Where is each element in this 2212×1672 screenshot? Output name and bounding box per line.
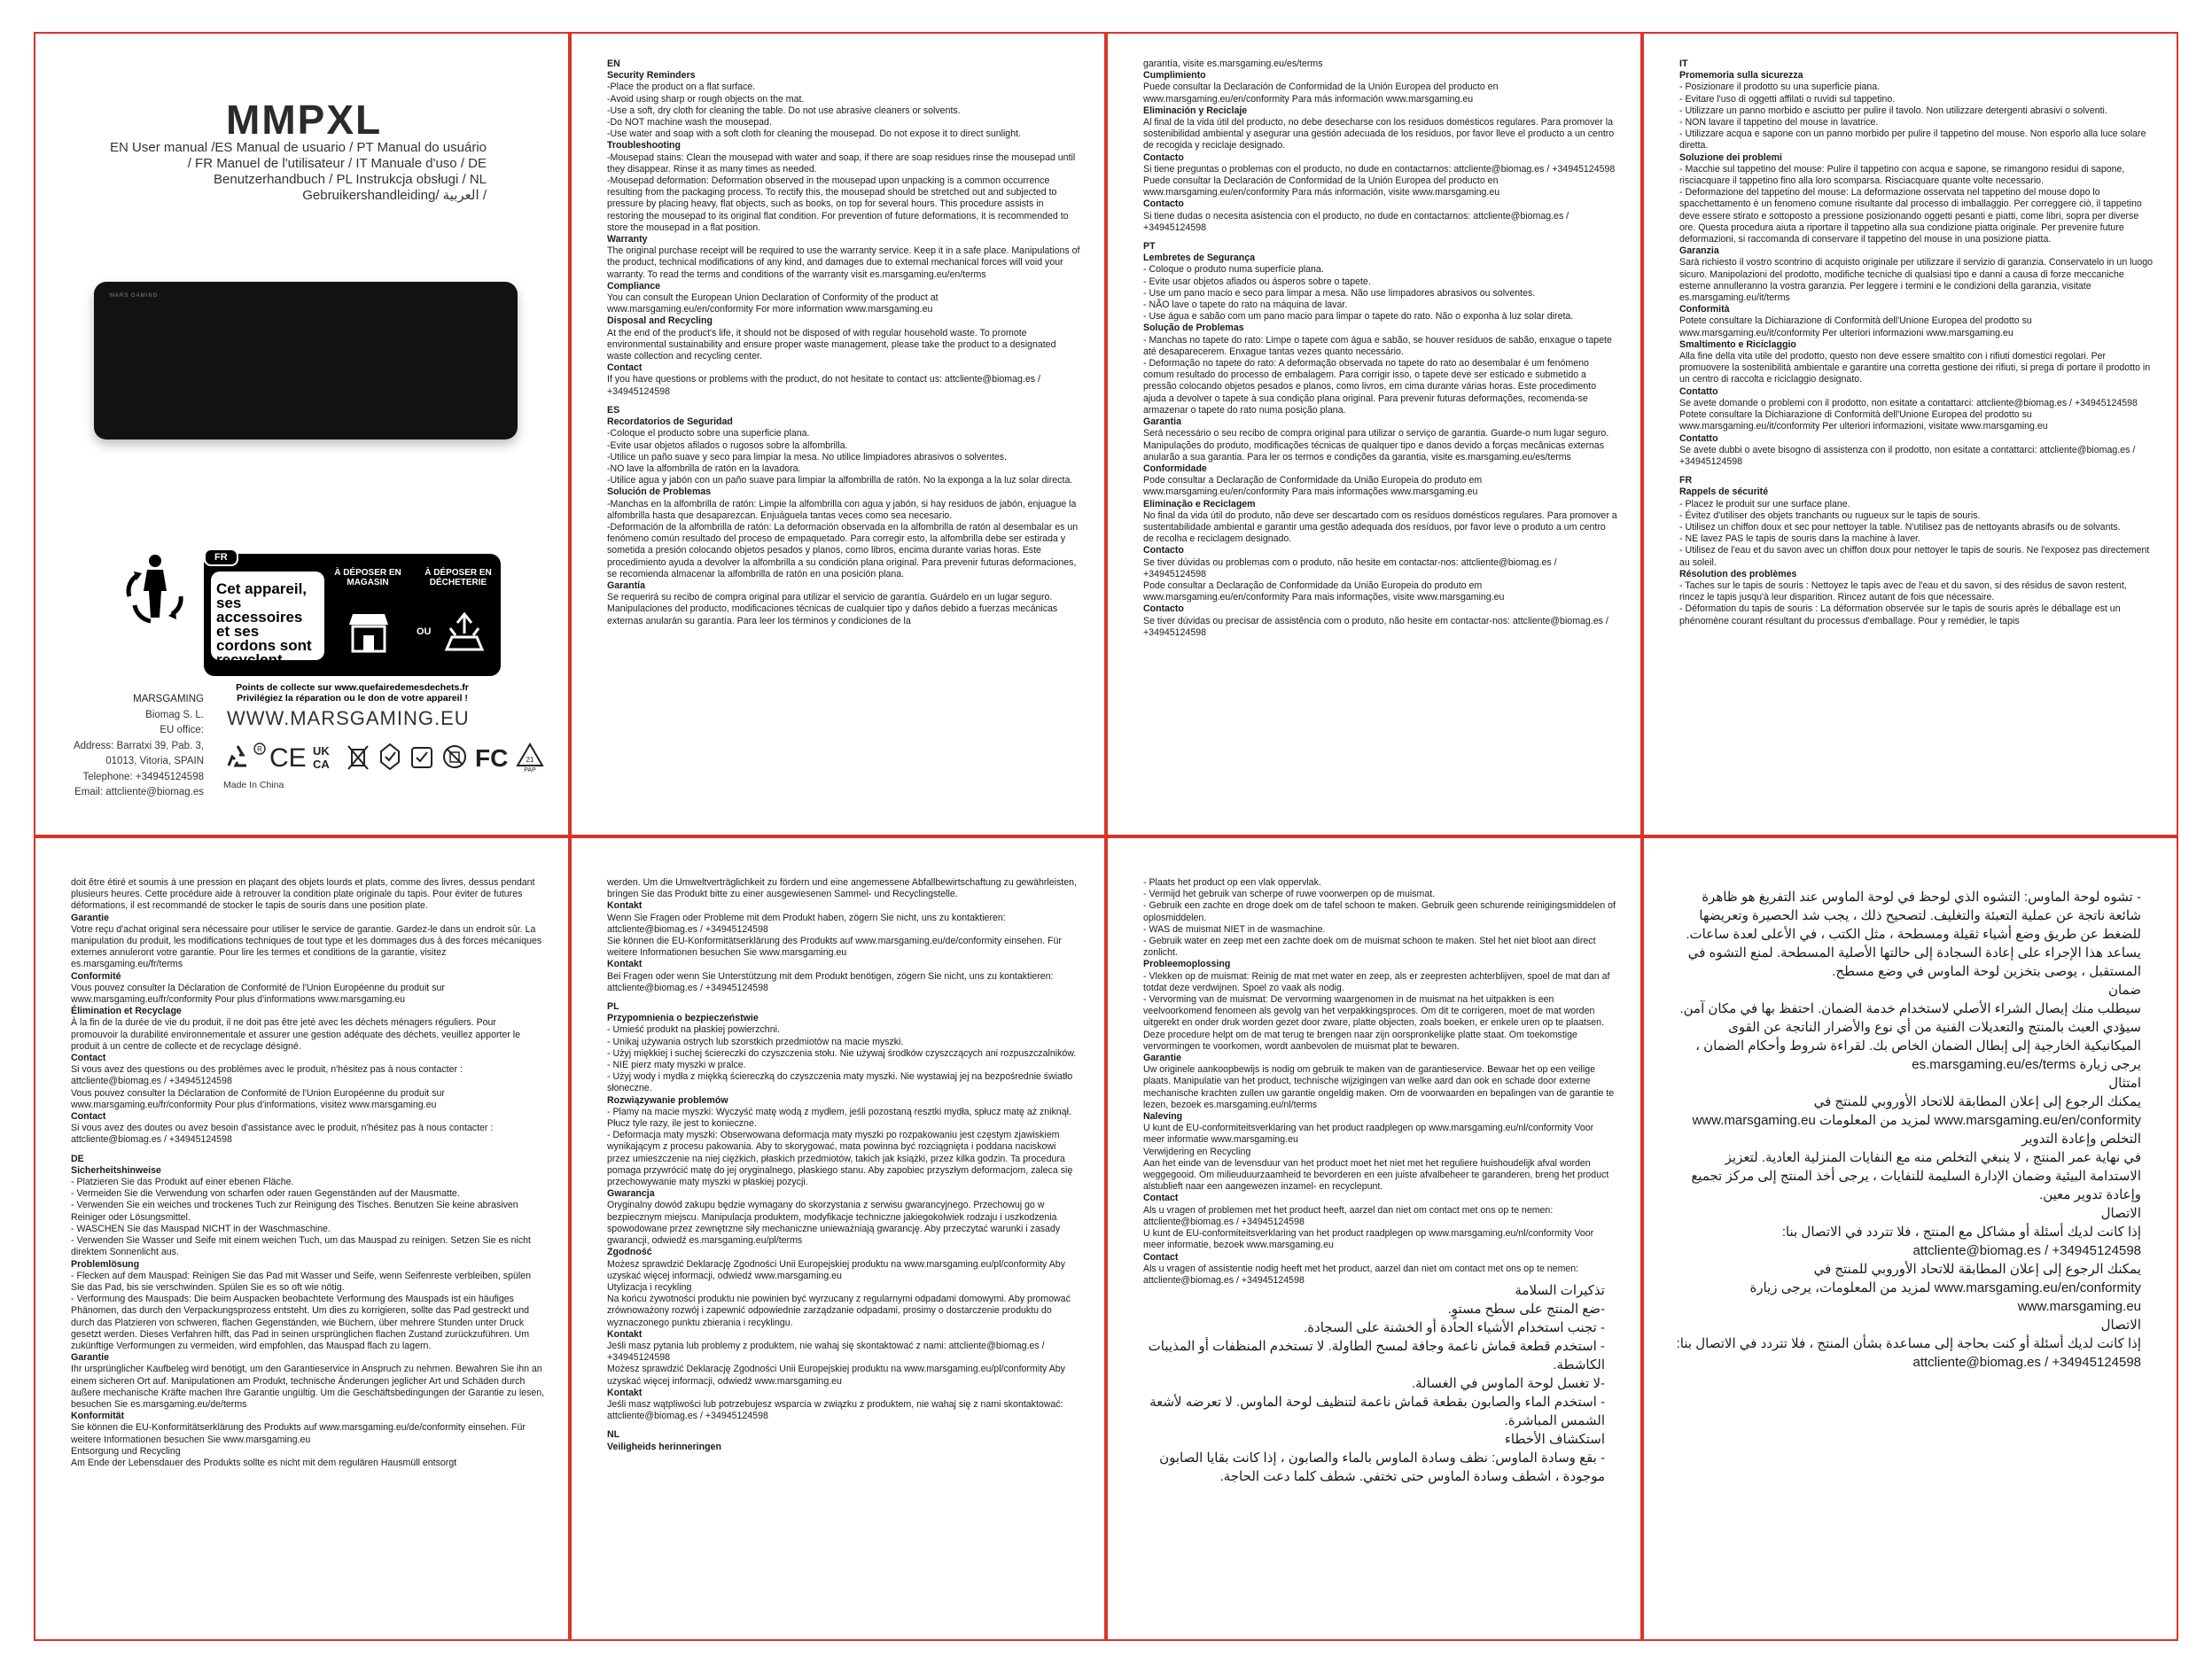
section-heading: Rappels de sécurité xyxy=(1679,486,1769,498)
fc-icon xyxy=(475,743,510,771)
section-heading: Veiligheids herinneringen xyxy=(607,1441,721,1452)
fr-recycling-label xyxy=(204,554,501,676)
section-heading: Naleving xyxy=(1143,1111,1183,1123)
paragraph: Możesz sprawdzić Deklarację Zgodności Unii Europejskiej produktu na www.marsgaming.eu/pl/conformity Aby uzyskać więcej informacji, odwiedź www.marsgaming.eu xyxy=(607,1258,1065,1281)
paragraph: U kunt de EU-conformiteitsverklaring van het product raadplegen op www.marsgaming.eu/nl/conformity Voor meer informatie, bezoek www.marsgaming.eu xyxy=(1143,1228,1594,1251)
section-heading: Rozwiązywanie problemów xyxy=(607,1094,728,1106)
paragraph: - Evitare l'uso di oggetti affilati o ruvidi sul tappetino. xyxy=(1679,93,1896,105)
section-heading: Contacto xyxy=(1143,152,1184,163)
paragraph: إذا كانت لديك أسئلة أو كنت بحاجة إلى مساعدة بشأن المنتج ، فلا تتردد في الاتصال بنا: attcliente@biomag.es / +34945124598 xyxy=(1676,1336,2141,1370)
paragraph: - NE lavez PAS le tapis de souris dans la machine à laver. xyxy=(1679,533,1920,545)
paragraph: - Déformation du tapis de souris : La déformation observée sur le tapis de souris après le déballage est un phénomène courant résultant du processus d'emballage. Pour y remédier, le tapis xyxy=(1679,603,2121,626)
panel-fr-de xyxy=(34,836,570,1641)
fr-footer-line-2: Privilégiez la réparation ou le don de votre appareil ! xyxy=(237,693,468,704)
paragraph: Ihr ursprünglicher Kaufbeleg wird benötigt, um den Garantieservice in Anspruch zu nehmen. Bewahren Sie ihn an einem sicheren Ort auf. Manipulationen am Produkt, technische Änderungen jeglicher Art und Schäden durch äußere mechanische Kräfte machen Ihre Garantie ungültig. Um die Geschäftsbedingungen der Garantie zu lesen, besuchen Sie es.marsgaming.eu/de/terms xyxy=(71,1364,545,1410)
paragraph: - Macchie sul tappetino del mouse: Pulire il tappetino con acqua e sapone, se rimangono residui di sapone, risciacquare il tappetino fino alla loro scomparsa. Risciacquare quante volte necessario. xyxy=(1679,163,2125,187)
paragraph: -Evite usar objetos afilados o rugosos sobre la alfombrilla. xyxy=(607,439,848,451)
paragraph: Wenn Sie Fragen oder Probleme mit dem Produkt haben, zögern Sie nicht, uns zu kontaktieren: attcliente@biomag.es / +34945124598 xyxy=(607,912,1006,935)
panel-en-es xyxy=(570,32,1106,836)
paragraph: At the end of the product's life, it should not be disposed of with regular household waste. To promote environmental sustainability and ensure proper waste management, please take the product to a designated waste collection and recycling center. xyxy=(607,327,1056,362)
paragraph: تذكيرات السلامة xyxy=(1515,1283,1605,1298)
language-heading: PL xyxy=(607,1001,619,1013)
paragraph: - Unikaj używania ostrych lub szorstkich przedmiotów na macie myszki. xyxy=(607,1036,904,1047)
section-heading: Contacto xyxy=(1143,603,1184,615)
section-heading: Disposal and Recycling xyxy=(607,315,713,327)
no-dispose-icon xyxy=(441,743,468,771)
rohs-icon xyxy=(378,743,402,771)
section-heading: Contact xyxy=(607,362,643,374)
paragraph: - Utilizzare acqua e sapone con un panno morbido per pulire il tappetino del mouse. Non esporlo alla luce solare diretta. xyxy=(1679,128,2146,152)
company-info xyxy=(44,692,204,801)
paragraph: - Vlekken op de muismat: Reinig de mat met water en zeep, als er zeepresten achterblijven, spoel de mat dan af totdat deze verdwijnen. Spoel zo vaak als nodig. xyxy=(1143,970,1610,993)
paragraph: - NÃO lave o tapete do rato na máquina de lavar. xyxy=(1143,299,1348,311)
company-email: Email: attcliente@biomag.es xyxy=(74,787,204,797)
paragraph: Oryginalny dowód zakupu będzie wymagany do skorzystania z serwisu gwarancyjnego. Przechowuj go w bezpiecznym miejscu. Manipulacja produktem, modyfikacje techniczne jakiegokolwiek rodzaju i uszkodzenia spowodowane przez zewnętrzne siły mechaniczne unieważniają gwarancję. Aby przeczytać warunki i zasady gwarancji, odwiedź es.marsgaming.eu/pl/terms xyxy=(607,1200,1061,1247)
paragraph: Se tiver dúvidas ou problemas com o produto, não hesite em contactar-nos: attcliente@biomag.es / +34945124598 xyxy=(1143,556,1557,579)
section-heading: Warranty xyxy=(607,234,648,245)
paragraph: استكشاف الأخطاء xyxy=(1504,1432,1605,1447)
section-heading: Sicherheitshinweise xyxy=(71,1164,161,1176)
paragraph: - Coloque o produto numa superfície plana. xyxy=(1143,264,1324,276)
section-heading: Kontakt xyxy=(607,1387,643,1398)
language-heading: ES xyxy=(607,404,620,416)
paragraph: Uw originele aankoopbewijs is nodig om gebruik te maken van de garantieservice. Bewaar het op een veilige plaats. Manipulatie van het product, technische wijzigingen van welke aard dan ook en schade door externe mechanische krachten zullen uw garantie ongeldig maken. Om de voorwaarden en bepalingen van de garantie te lezen, bezoek es.marsgaming.eu/nl/terms xyxy=(1143,1064,1615,1110)
paragraph: - Plaats het product op een vlak oppervlak. xyxy=(1143,877,1321,888)
language-heading: PT xyxy=(1143,241,1156,253)
instructions-ar-1 xyxy=(1134,1281,1605,1621)
paragraph: Aan het einde van de levensduur van het product moet het niet met het reguliere huishoudelijk afval worden weggegooid. Om milieuduurzaamheid te bevorderen en een juiste afvalbeheer te garanderen, breng het product alstublieft naar een aangewezen inzamel- en recyclepunt. xyxy=(1143,1157,1609,1193)
section-heading: امتثال xyxy=(2108,1076,2141,1091)
paragraph: Pode consultar a Declaração de Conformidade da União Europeia do produto em www.marsgaming.eu/en/conformity Para mais informações, visite www.marsgaming.eu xyxy=(1143,579,1505,603)
paragraph: - Verwenden Sie Wasser und Seife mit einem weichen Tuch, um das Mauspad zu reinigen. Setzen Sie es nicht direktem Sonnenlicht aus. xyxy=(71,1235,531,1258)
section-heading: Przypomnienia o bezpieczeństwie xyxy=(607,1013,759,1024)
paragraph: - Deformação no tapete do rato: A deformação observada no tapete do rato ao desembalar é um fenómeno comum resultado do processo de embalagem. Para corrigir isso, o tapete deve ser esticado e submetido a pressão colocando objetos pesados e planos, como livros, em cima durante várias horas. Este procedimento ajuda a devolver o tapete à sua condição plana original. Para prevenir futuras deformações, recomenda-se armazenar o tapete do rato numa posição plana. xyxy=(1143,358,1597,416)
paragraph: Puede consultar la Declaración de Conformidad de la Unión Europea del producto en www.marsgaming.eu/en/conformity Para más información www.marsgaming.eu xyxy=(1143,82,1499,105)
section-heading: Garantie xyxy=(71,912,109,923)
section-heading: Garantia xyxy=(1143,416,1181,428)
paragraph: - Evite usar objetos afiados ou ásperos sobre o tapete. xyxy=(1143,276,1371,287)
paragraph: - Taches sur le tapis de souris : Nettoyez le tapis avec de l'eau et du savon, si des résidus de savon restent, rincez le tapis jusqu'à leur disparition. Rincez autant de fois que nécessaire. xyxy=(1679,579,2127,603)
paragraph: Utylizacja i recykling xyxy=(607,1281,692,1293)
paragraph: Możesz sprawdzić Deklarację Zgodności Unii Europejskiej produktu na www.marsgaming.eu/pl/conformity Aby uzyskać więcej informacji, odwiedź www.marsgaming.eu xyxy=(607,1364,1065,1387)
company-name: Biomag S. L. xyxy=(145,709,204,720)
company-phone: Telephone: +34945124598 xyxy=(82,771,204,782)
paragraph: No final da vida útil do produto, não deve ser descartado com os resíduos domésticos regulares. Para promover a sustentabilidade ambiental e garantir uma gestão adequada dos resíduos, por favor leve o produto a um centro de recolha e reciclagem designado. xyxy=(1143,509,1617,545)
paragraph: -Avoid using sharp or rough objects on the mat. xyxy=(607,93,805,105)
paragraph: Bei Fragen oder wenn Sie Unterstützung mit dem Produkt benötigen, zögern Sie nicht, uns zu kontaktieren: attcliente@biomag.es / +34945124598 xyxy=(607,970,1054,993)
certification-icons xyxy=(223,743,551,778)
paragraph: - Verwenden Sie ein weiches und trockenes Tuch zur Reinigung des Tisches. Benutzen Sie keine abrasiven Reiniger oder Lösungsmittel. xyxy=(71,1200,518,1223)
paragraph: - Use um pano macio e seco para limpar a mesa. Não use limpadores abrasivos ou solventes. xyxy=(1143,287,1536,299)
section-heading: Problemlösung xyxy=(71,1258,140,1270)
paragraph: إذا كانت لديك أسئلة أو مشاكل مع المنتج ، فلا تتردد في الاتصال بنا: attcliente@biomag.es / +34945124598 xyxy=(1781,1225,2141,1258)
section-heading: Smaltimento e Riciclaggio xyxy=(1679,338,1796,350)
mousepad-brand: MARS GAMING xyxy=(110,293,159,299)
section-heading: Recordatorios de Seguridad xyxy=(607,416,733,428)
section-heading: Kontakt xyxy=(607,1328,643,1340)
cover-panel xyxy=(34,32,570,836)
paragraph: - Deformacja maty myszki: Obserwowana deformacja maty myszki po rozpakowaniu jest częstym zjawiskiem wynikającym z procesu pakowania. Aby to skorygować, mata powinna być rozciągnięta i poddana naciskowi przez umieszczenie na niej ciężkich, płaskich przedmiotów, takich jak książki, przez kilka godzin. Ta procedura pomaga przywrócić matę do jej oryginalnego, płaskiego stanu. Aby zapobiec przyszłym deformacjom, zaleca się przechowywanie maty myszki w płaskiej pozycji. xyxy=(607,1130,1073,1188)
paragraph: Se avete domande o problemi con il prodotto, non esitate a contattarci: attcliente@biomag.es / +34945124598 xyxy=(1679,397,2138,408)
section-heading: Garantía xyxy=(607,579,645,591)
paragraph: -Place the product on a flat surface. xyxy=(607,82,756,93)
section-heading: Contacto xyxy=(1143,545,1184,556)
section-heading: Contact xyxy=(1143,1193,1179,1204)
paragraph: - Deformazione del tappetino del mouse: La deformazione osservata nel tappetino del mouse dopo lo spacchettamento è un fenomeno comune risultante dal processo di imballaggio. Per correggere ciò, il tappetino deve essere stirato e sottoposto a pressione posizionando oggetti pesanti e piatti, come libri, sopra per diverse ore. Questa procedura aiuta a riportare il tappetino alla sua condizione piatta originale. Per prevenire future deformazioni, si raccomanda di conservare il tappetino del mouse in una posizione piatta. xyxy=(1679,187,2142,245)
company-brand: MARSGAMING xyxy=(133,694,204,704)
paragraph: - NON lavare il tappetino del mouse in lavatrice. xyxy=(1679,117,1879,128)
paragraph: Sie können die EU-Konformitätserklärung des Produkts auf www.marsgaming.eu/de/conformity einsehen. Für weitere Informationen besuchen Sie www.marsgaming.eu xyxy=(71,1422,526,1445)
paragraph: Alla fine della vita utile del prodotto, questo non deve essere smaltito con i rifiuti domestici regolari. Per promuovere la sostenibilità ambientale e garantire una corretta gestione dei rifiuti, si prega di portare il prodotto in un centro di raccolta e riciclaggio designato. xyxy=(1679,351,2151,385)
section-heading: Conformité xyxy=(71,970,121,982)
section-heading: Conformità xyxy=(1679,304,1730,315)
language-heading: FR xyxy=(1679,475,1693,486)
fr-ou-label: OU xyxy=(417,626,432,637)
section-heading: Compliance xyxy=(607,280,661,292)
paragraph: Se avete dubbi o avete bisogno di assistenza con il prodotto, non esitate a contattarci: attcliente@biomag.es / +34945124598 xyxy=(1679,444,2136,467)
section-heading: Élimination et Recyclage xyxy=(71,1006,182,1017)
section-heading: التخلص وإعادة التدوير xyxy=(2021,1132,2141,1147)
panel-nl-ar xyxy=(1106,836,1642,1641)
paragraph: Entsorgung und Recycling xyxy=(71,1445,181,1457)
paragraph: Se requerirá su recibo de compra original para utilizar el servicio de garantía. Guárdelo en un lugar seguro. Manipulaciones del producto, modificaciones técnicas de cualquier tipo y daños debido a fuerzas mecánicas externas anularán su garantía. Para leer los términos y condiciones de la xyxy=(607,592,1058,626)
language-heading: IT xyxy=(1679,58,1688,69)
paragraph: - Use água e sabão com um pano macio para limpar o tapete do rato. Não o exponha à luz solar direta. xyxy=(1143,311,1574,323)
dechetterie-icon xyxy=(441,610,487,655)
paragraph: werden. Um die Umweltverträglichkeit zu fördern und eine angemessene Abfallbewirtschaftung zu gewährleisten, bringen Sie das Produkt bitte zu einer ausgewiesenen Sammel- und Recyclingstelle. xyxy=(607,877,1077,900)
svg-text:FC: FC xyxy=(475,744,509,772)
instructions-ar-2 xyxy=(1671,888,2141,1621)
paragraph: Als u vragen of assistentie nodig heeft met het product, aarzel dan niet om contact met ons op te nemen: attcliente@biomag.es / +34945124598 xyxy=(1143,1263,1579,1286)
paragraph: - NIE pierz maty myszki w pralce. xyxy=(607,1060,746,1071)
paragraph: - Utilisez de l'eau et du savon avec un chiffon doux pour nettoyer le tapis de souris. Ne l'exposez pas directement au soleil. xyxy=(1679,545,2150,568)
paragraph: Jeśli masz wątpliwości lub potrzebujesz wsparcia w związku z produktem, nie wahaj się z nami skontaktować: attcliente@biomag.es / +34945124598 xyxy=(607,1398,1063,1422)
weee-icon xyxy=(346,743,370,771)
section-heading: Contatto xyxy=(1679,385,1718,397)
paragraph: - Gebruik een zachte en droge doek om de tafel schoon te maken. Gebruik geen schurende reinigingsmiddelen of oplosmiddelen. xyxy=(1143,900,1616,923)
section-heading: Garantie xyxy=(71,1352,109,1364)
paragraph: -Coloque el producto sobre una superficie plana. xyxy=(607,428,810,439)
paragraph: garantía, visite es.marsgaming.eu/es/terms xyxy=(1143,58,1323,69)
paragraph: The original purchase receipt will be required to use the warranty service. Keep it in a safe place. Manipulations of the product, technical modifications of any kind, and damages due to external mechanical forces will void your warranty. To read the terms and conditions of the warranty visit es.marsgaming.eu/en/terms xyxy=(607,245,1080,280)
paragraph: Sie können die EU-Konformitätserklärung des Produkts auf www.marsgaming.eu/de/conformity einsehen. Für weitere Informationen besuchen Sie www.marsgaming.eu xyxy=(607,936,1062,959)
section-heading: Promemoria sulla sicurezza xyxy=(1679,70,1803,82)
panel-es-pt xyxy=(1106,32,1642,836)
paragraph: - Vervorming van de muismat: De vervorming waargenomen in de muismat na het uitpakken is een veelvoorkomend fenomeen als gevolg van het verpakkingsproces. Om dit te corrigeren, moet de mat worden uitgerekt en onder druk worden gezet door zware, platte objecten, zoals boeken, er enkele uren op te plaatsen. Deze procedure helpt om de mat terug te brengen naar zijn oorspronkelijke platte staat. Om toekomstige vervormingen te voorkomen, wordt aanbevolen de muismat plat te bewaren. xyxy=(1143,994,1605,1052)
paragraph: - بقع وسادة الماوس: نظف وسادة الماوس بالماء والصابون ، إذا كانت بقايا الصابون موجودة ، اشطف وسادة الماوس حتى تختفي. شطف كلما دعت الحاجة. xyxy=(1159,1450,1605,1484)
website-link: WWW.MARSGAMING.EU xyxy=(227,707,470,729)
paragraph: -Do NOT machine wash the mousepad. xyxy=(607,117,772,128)
recycle-icon xyxy=(223,743,252,771)
section-heading: الاتصال xyxy=(2100,1206,2141,1221)
paragraph: -Deformación de la alfombrilla de ratón: La deformación observada en la alfombrilla de ratón al desembalar es un fenómeno común resultado del proceso de empaquetado. Para corregir esto, la alfombrilla debe ser estirada y sometida a presión colocando objetos pesados y planos, como libros, encima durante varias horas. Este procedimiento ayuda a devolver la alfombrilla a su condición plana original. Para prevenir futuras deformaciones, se recomienda almacenar la alfombrilla de ratón en una posición plana. xyxy=(607,521,1079,579)
instructions-fr-de xyxy=(71,877,545,1621)
paragraph: -لا تغسل لوحة الماوس في الغسالة. xyxy=(1411,1376,1605,1391)
paragraph: في نهاية عمر المنتج ، لا ينبغي التخلص منه مع النفايات المنزلية العادية. لتعزيز الاستدامة البيئية وضمان الإدارة السليمة للنفايات ، يرجى أخذ المنتج إلى مركز تجميع وإعادة تدوير معين. xyxy=(1691,1150,2141,1202)
paragraph: -Manchas en la alfombrilla de ratón: Limpie la alfombrilla con agua y jabón, si hay residuos de jabón, enjuague la alfombrilla hasta que desaparezcan. Enjuáguela tantas veces como sea necesario. xyxy=(607,498,1077,521)
paragraph: - تشوه لوحة الماوس: التشوه الذي لوحظ في لوحة الماوس عند التفريغ هو ظاهرة شائعة ناتجة عن عملية التعبئة والتغليف. لتصحيح ذلك ، يجب شد الحصيرة وتعريضها للضغط عن طريق وضع أشياء ثقيلة ومسطحة ، مثل الكتب ، في الأعلى لعدة ساعات. يساعد هذا الإجراء على إعادة السجادة إلى حالتها الأصلية المسطحة. لمنع التشوه في المستقبل ، يوصى بتخزين لوحة الماوس في وضع مسطح. xyxy=(1686,890,2141,979)
section-heading: Soluzione dei problemi xyxy=(1679,152,1782,163)
section-heading: Garantie xyxy=(1143,1053,1181,1064)
paragraph: Am Ende der Lebensdauer des Produkts sollte es nicht mit dem regulären Hausmüll entsorgt xyxy=(71,1457,457,1468)
paragraph: doit être étiré et soumis à une pression en plaçant des objets lourds et plats, comme des livres, dessus pendant plusieurs heures. Cette procédure aide à retrouver la condition plate originale du tapis. Pour éviter de futures déformations, il est recommandé de stocker le tapis de souris dans une position plate. xyxy=(71,877,535,912)
section-heading: Zgodność xyxy=(607,1247,652,1258)
paragraph: - استخدم قطعة قماش ناعمة وجافة لمسح الطاولة. لا تستخدم المنظفات أو المذيبات الكاشطة. xyxy=(1148,1339,1605,1373)
section-heading: Troubleshooting xyxy=(607,140,681,152)
fr-main-text: Cet appareil, ses accessoires et ses cordons sont recyclent xyxy=(211,572,324,660)
instructions-it-fr xyxy=(1679,58,2154,817)
section-heading: Conformidade xyxy=(1143,463,1207,474)
paragraph: Na końcu żywotności produktu nie powinien być wyrzucany z regularnymi odpadami domowymi. Aby promować zrównoważony rozwój i zapewnić odpowiednie zarządzanie odpadami, prosimy o dostarczenie produktu do wyznaczonego punktu zbierania i recyklingu. xyxy=(607,1294,1071,1328)
paragraph: If you have questions or problems with the product, do not hesitate to contact us: attcliente@biomag.es / +34945124598 xyxy=(607,374,1040,397)
section-heading: Kontakt xyxy=(607,900,643,912)
instructions-es-pt xyxy=(1143,58,1617,817)
section-heading: Solução de Problemas xyxy=(1143,323,1244,334)
section-heading: الاتصال xyxy=(2100,1318,2141,1333)
paragraph: - Plamy na macie myszki: Wyczyść matę wodą z mydłem, jeśli pozostaną resztki mydła, spłucz matę aż zniknął. Płucz tyle razy, ile jest to konieczne. xyxy=(607,1106,1071,1130)
manual-languages: EN User manual /ES Manual de usuario / PT Manual do usuário / FR Manuel de l'utilisateur / IT Manuale d'uso / DE Benutzerhandbuch / PL Instrukcja obsługi / NL Gebruikershandleiding/ العربية / xyxy=(110,140,487,203)
paragraph: - تجنب استخدام الأشياء الحادة أو الخشنة على السجادة. xyxy=(1304,1320,1605,1335)
paragraph: - Évitez d'utiliser des objets tranchants ou rugueux sur le tapis de souris. xyxy=(1679,509,1981,521)
paragraph: - استخدم الماء والصابون بقطعة قماش ناعمة لتنظيف لوحة الماوس. لا تعرضه لأشعة الشمس المباشرة. xyxy=(1149,1395,1605,1428)
paragraph: Verwijdering en Recycling xyxy=(1143,1146,1251,1157)
section-heading: Eliminação e Reciclagem xyxy=(1143,498,1256,509)
section-heading: Garanzia xyxy=(1679,245,1719,257)
reach-icon xyxy=(409,743,434,771)
paragraph: - Vermeiden Sie die Verwendung von scharfen oder rauen Gegenständen auf der Mausmatte. xyxy=(71,1188,460,1200)
panel-it-fr xyxy=(1642,32,2178,836)
section-heading: ضمان xyxy=(2108,983,2141,998)
paragraph: - WASCHEN Sie das Mauspad NICHT in der Waschmaschine. xyxy=(71,1223,331,1234)
company-city: 01013, Vitoria, SPAIN xyxy=(105,756,204,766)
paragraph: À la fin de la durée de vie du produit, il ne doit pas être jeté avec les déchets ménagers réguliers. Pour promouvoir la durabilité environnementale et assurer une gestion adéquate des déchets, veuillez apporter le produit à un centre de collecte et de recyclage désigné. xyxy=(71,1017,521,1052)
triman-icon xyxy=(126,552,184,623)
paragraph: -ضع المنتج على سطح مستوٍ. xyxy=(1447,1302,1605,1317)
store-icon xyxy=(346,610,392,655)
section-heading: Contact xyxy=(71,1111,106,1123)
section-heading: Solución de Problemas xyxy=(607,486,712,498)
svg-text:21: 21 xyxy=(526,756,534,764)
paragraph: - Użyj wody i mydła z miękką ściereczką do czyszczenia maty myszki. Nie wystawiaj jej na bezpośrednie światło słoneczne. xyxy=(607,1071,1073,1094)
instructions-de-pl xyxy=(607,877,1081,1621)
paragraph: Puede consultar la Declaración de Conformidad de la Unión Europea del producto en www.marsgaming.eu/en/conformity Para más información, visite www.marsgaming.eu xyxy=(1143,175,1500,198)
paragraph: Al final de la vida útil del producto, no debe desecharse con los residuos domésticos regulares. Para promover la sostenibilidad ambiental y asegurar una gestión adecuada de los residuos, por favor lleve el producto a un centro de recogida y reciclaje designado. xyxy=(1143,117,1615,152)
section-heading: Contact xyxy=(1143,1251,1179,1263)
paragraph: - Użyj miękkiej i suchej ściereczki do czyszczenia stołu. Nie używaj środków czyszczących ani rozpuszczalników. xyxy=(607,1047,1077,1059)
fr-decheterie-label: À DÉPOSER EN DÉCHETERIE xyxy=(424,568,492,587)
paragraph: Si vous avez des questions ou des problèmes avec le produit, n'hésitez pas à nous contacter : attcliente@biomag.es / +34945124598 xyxy=(71,1064,463,1087)
paragraph: You can consult the European Union Declaration of Conformity of the product at www.marsgaming.eu/en/conformity For more information www.marsgaming.eu xyxy=(607,292,939,315)
language-heading: DE xyxy=(71,1153,84,1164)
section-heading: Résolution des problèmes xyxy=(1679,568,1797,579)
paragraph: - Gebruik water en zeep met een zachte doek om de muismat schoon te maken. Stel het niet bloot aan direct zonlicht. xyxy=(1143,936,1596,959)
section-heading: Contacto xyxy=(1143,198,1184,210)
paragraph: - Platzieren Sie das Produkt auf einer ebenen Fläche. xyxy=(71,1177,294,1188)
paragraph: يمكنك الرجوع إلى إعلان المطابقة للاتحاد الأوروبي للمنتج في www.marsgaming.eu/en/conformity لمزيد من المعلومات، يرجى زيارة www.marsgaming.eu xyxy=(1749,1262,2141,1314)
instructions-nl xyxy=(1143,877,1617,1286)
paragraph: -Use water and soap with a soft cloth for cleaning the mousepad. Do not expose it to direct sunlight. xyxy=(607,128,1021,140)
paragraph: - Verformung des Mauspads: Die beim Auspacken beobachtete Verformung des Mauspads ist ein häufiges Phänomen, das durch den Verpackungsprozess entsteht. Um dies zu korrigieren, sollte das Pad gestreckt und durch das Platzieren von schweren, flachen Gegenständen, wie Büchern, über mehrere Stunden unter Druck gesetzt werden. Dieses Verfahren hilft, das Pad in seinen ursprünglichen flachen Zustand zurückzuführen. Um zukünftige Verformungen zu vermeiden, wird empfohlen, das Mauspad flach zu lagern. xyxy=(71,1294,530,1351)
svg-text:PAP: PAP xyxy=(524,767,536,774)
section-heading: Konformität xyxy=(71,1411,125,1422)
paragraph: Pode consultar a Declaração de Conformidade da União Europeia do produto em www.marsgaming.eu/en/conformity Para mais informações www.marsgaming.eu xyxy=(1143,475,1483,498)
paragraph: Si tiene preguntas o problemas con el producto, no dude en contactarnos: attcliente@biomag.es / +34945124598 xyxy=(1143,163,1616,175)
paragraph: - Vermijd het gebruik van scherpe of ruwe voorwerpen op de muismat. xyxy=(1143,889,1436,900)
paragraph: Jeśli masz pytania lub problemy z produktem, nie wahaj się skontaktować z nami: attcliente@biomag.es / +34945124598 xyxy=(607,1340,1045,1364)
paragraph: - Posizionare il prodotto su una superficie piana. xyxy=(1679,82,1881,93)
paragraph: -NO lave la alfombrilla de ratón en la lavadora. xyxy=(607,463,801,474)
fr-footer xyxy=(204,682,501,704)
pap-21-icon xyxy=(516,743,544,773)
manual-sheet xyxy=(34,32,2178,1641)
ce-icon xyxy=(269,743,307,771)
paragraph: Se tiver dúvidas ou precisar de assistência com o produto, não hesite em contactar-nos: attcliente@biomag.es / +34945124598 xyxy=(1143,615,1608,638)
section-heading: Probleemoplossing xyxy=(1143,959,1231,970)
paragraph: U kunt de EU-conformiteitsverklaring van het product raadplegen op www.marsgaming.eu/nl/conformity Voor meer informatie www.marsgaming.eu xyxy=(1143,1123,1594,1146)
paragraph: -Use a soft, dry cloth for cleaning the table. Do not use abrasive cleaners or solvents. xyxy=(607,105,961,116)
paragraph: Als u vragen of problemen met het product heeft, aarzel dan niet om contact met ons op te nemen: attcliente@biomag.es / +34945124598 xyxy=(1143,1204,1554,1227)
paragraph: - Manchas no tapete do rato: Limpe o tapete com água e sabão, se houver resíduos de sabão, enxague o tapete até desaparecerem. Enxague tantas vezes quanto necessário. xyxy=(1143,334,1612,357)
registered-icon xyxy=(253,743,266,755)
svg-text:CA: CA xyxy=(313,758,330,771)
mousepad-image xyxy=(94,282,518,439)
paragraph: - WAS de muismat NIET in de wasmachine. xyxy=(1143,923,1326,935)
paragraph: - Umieść produkt na płaskiej powierzchni. xyxy=(607,1024,780,1036)
panel-de-pl xyxy=(570,836,1106,1641)
section-heading: Kontakt xyxy=(607,959,643,970)
instructions-en-es xyxy=(607,58,1081,817)
fr-footer-line-1: Points de collecte sur www.quefairedemesdechets.fr xyxy=(236,682,469,693)
made-in-label: Made In China xyxy=(223,780,284,790)
paragraph: Potete consultare la Dichiarazione di Conformità dell'Unione Europea del prodotto su www.marsgaming.eu/it/conformity Per ulteriori informazioni www.marsgaming.eu xyxy=(1679,315,2032,338)
paragraph: -Mousepad deformation: Deformation observed in the mousepad upon unpacking is a common occurrence resulting from the packaging process. To rectify this, the mousepad should be stretched out and subjected to pressure by placing heavy, flat objects, such as books, on top for several hours. This procedure assists in restoring the mousepad to its original flat condition. For prevention of future deformations, it is recommended to store the mousepad in a flat position. xyxy=(607,175,1069,233)
ukca-icon xyxy=(312,743,339,771)
section-heading: Contact xyxy=(71,1053,106,1064)
paragraph: Vous pouvez consulter la Déclaration de Conformité de l'Union Européenne du produit sur www.marsgaming.eu/fr/conformity Pour plus d'informations www.marsgaming.eu xyxy=(71,982,445,1006)
paragraph: يمكنك الرجوع إلى إعلان المطابقة للاتحاد الأوروبي للمنتج في www.marsgaming.eu/en/conformity لمزيد من المعلومات www.marsgaming.eu xyxy=(1692,1094,2141,1128)
paragraph: -Mousepad stains: Clean the mousepad with water and soap, if there are soap residues rinse the mousepad until they disappear. Rinse it as many times as needed. xyxy=(607,152,1076,175)
section-heading: Security Reminders xyxy=(607,70,696,82)
section-heading: Eliminación y Reciclaje xyxy=(1143,105,1248,116)
paragraph: - Utilisez un chiffon doux et sec pour nettoyer la table. N'utilisez pas de nettoyants abrasifs ou de solvants. xyxy=(1679,521,2121,533)
svg-text:UK: UK xyxy=(313,744,330,758)
paragraph: - Placez le produit sur une surface plane. xyxy=(1679,498,1850,509)
paragraph: - Utilizzare un panno morbido e asciutto per pulire il tavolo. Non utilizzare detergenti abrasivi o solventi. xyxy=(1679,105,2107,116)
company-office: EU office: xyxy=(160,725,204,735)
paragraph: -Utilice un paño suave y seco para limpiar la mesa. No utilice limpiadores abrasivos o solventes. xyxy=(607,451,1008,463)
paragraph: سيطلب منك إيصال الشراء الأصلي لاستخدام خدمة الضمان. احتفظ بها في مكان آمن. سيؤدي العبث بالمنتج والتعديلات الفنية من أي نوع والأضرار الناتجة عن القوى الميكانيكية الخارجية إلى إبطال الضمان الخاص بك. لقراءة شروط وأحكام الضمان ، يرجى زيارة es.marsgaming.eu/es/terms xyxy=(1679,1001,2141,1072)
paragraph: Potete consultare la Dichiarazione di Conformità dell'Unione Europea del prodotto su www.marsgaming.eu/it/conformity Per ulteriori informazioni, visitate www.marsgaming.eu xyxy=(1679,409,2048,432)
product-logo: MMPXL xyxy=(226,97,383,143)
paragraph: Sarà richiesto il vostro scontrino di acquisto originale per utilizzare il servizio di garanzia. Conservatelo in un luogo sicuro. Manipolazioni del prodotto, modifiche tecniche di qualsiasi tipo e danni a causa di forze meccaniche esterne annulleranno la vostra garanzia. Per leggere i termini e le condizioni della garanzia, visitate es.marsgaming.eu/it/terms xyxy=(1679,257,2154,304)
svg-text:CE: CE xyxy=(269,743,307,773)
fr-badge: FR xyxy=(204,548,238,566)
language-heading: NL xyxy=(607,1429,620,1441)
paragraph: Si tiene dudas o necesita asistencia con el producto, no dude en contactarnos: attcliente@biomag.es / +34945124598 xyxy=(1143,210,1569,233)
section-heading: Contatto xyxy=(1679,432,1718,444)
fr-magasin-label: À DÉPOSER EN MAGASIN xyxy=(334,568,401,587)
section-heading: Gwarancja xyxy=(607,1188,655,1200)
paragraph: - Flecken auf dem Mauspad: Reinigen Sie das Pad mit Wasser und Seife, wenn Seifenreste verbleiben, spülen Sie das Pad, bis sie verschwinden. Spülen Sie es so oft wie nötig. xyxy=(71,1270,531,1293)
svg-text:R: R xyxy=(257,745,262,753)
section-heading: Cumplimiento xyxy=(1143,70,1206,82)
paragraph: Votre reçu d'achat original sera nécessaire pour utiliser le service de garantie. Gardez-le dans un endroit sûr. La manipulation du produit, les modifications techniques de tout type et les dommages dus à des forces mécaniques externes annuleront votre garantie. Pour lire les termes et conditions de la garantie, visitez es.marsgaming.eu/fr/terms xyxy=(71,923,542,970)
language-heading: EN xyxy=(607,58,620,69)
panel-ar xyxy=(1642,836,2178,1641)
section-heading: Lembretes de Segurança xyxy=(1143,253,1255,264)
paragraph: Si vous avez des doutes ou avez besoin d'assistance avec le produit, n'hésitez pas à nous contacter : attcliente@biomag.es / +34945124598 xyxy=(71,1123,494,1146)
paragraph: Vous pouvez consulter la Déclaration de Conformité de l'Union Européenne du produit sur www.marsgaming.eu/fr/conformity Pour plus d'informations, visitez www.marsgaming.eu xyxy=(71,1087,445,1110)
company-address: Address: Barratxi 39, Pab. 3, xyxy=(73,740,204,751)
paragraph: Será necessário o seu recibo de compra original para utilizar o serviço de garantia. Guarde-o num lugar seguro. Manipulações do produto, modificações técnicas de qualquer tipo e danos devido a forças mecânicas externas anularão a sua garantia. Para ler os termos e condições da garantia, visite es.marsgaming.eu/es/terms xyxy=(1143,428,1609,463)
paragraph: -Utilice agua y jabón con un paño suave para limpiar la alfombrilla de ratón. No la exponga a la luz solar directa. xyxy=(607,475,1073,486)
